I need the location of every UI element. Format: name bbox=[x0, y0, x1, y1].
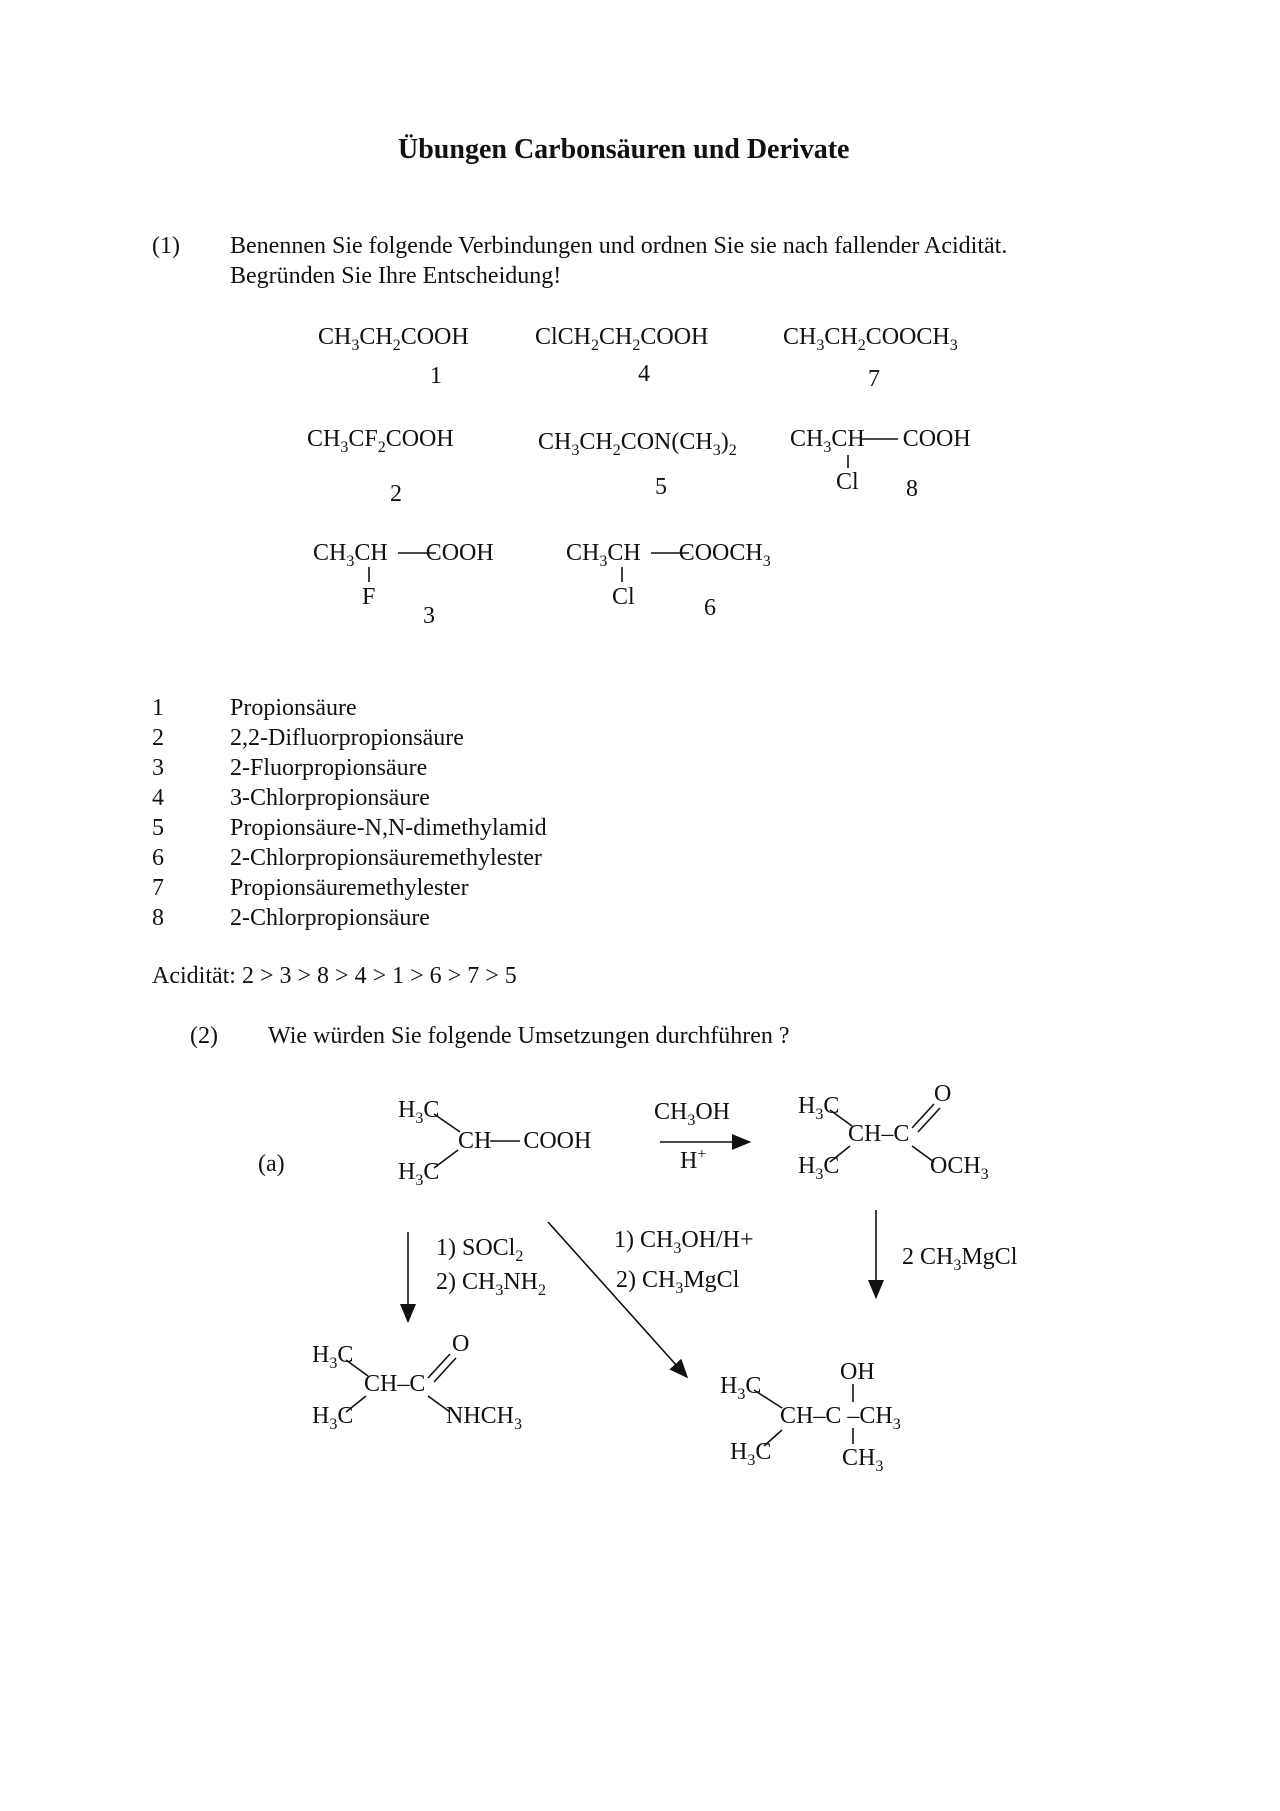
alcohol-h3c-bottom: $H_3C$ bbox=[730, 1439, 772, 1469]
reagent-2-ch3mgcl: 2 $CH_3MgCl$ bbox=[902, 1244, 1018, 1274]
compound-5-number: 5 bbox=[655, 474, 667, 500]
compound-1-number: 1 bbox=[430, 363, 442, 389]
answer-number: 2 bbox=[152, 725, 164, 751]
answer-name: 2,2-Difluorpropionsäure bbox=[230, 725, 464, 751]
compound-6-number: 6 bbox=[704, 595, 716, 621]
answer-name: Propionsäure-N,N-dimethylamid bbox=[230, 815, 547, 841]
start-ch-cooh: CH COOH bbox=[458, 1128, 592, 1154]
bond bbox=[428, 1354, 450, 1378]
ester-oxygen: O bbox=[934, 1081, 952, 1107]
alcohol-oh: OH bbox=[840, 1359, 875, 1385]
alcohol-h3c-top: $H_3C$ bbox=[720, 1373, 762, 1403]
compound-8-formula: $CH_3CH$ COOH bbox=[790, 426, 971, 456]
amide-oxygen: O bbox=[452, 1331, 470, 1357]
alcohol-ch3-bottom: $CH_3$ bbox=[842, 1445, 884, 1475]
compound-3-formula: $CH_3CH$ COOH bbox=[313, 540, 494, 570]
ester-h3c-top: $H_3C$ bbox=[798, 1093, 840, 1123]
answer-name: Propionsäuremethylester bbox=[230, 875, 469, 901]
answer-number: 6 bbox=[152, 845, 164, 871]
reagent-ch3nh2: 2) $CH_3NH_2$ bbox=[436, 1269, 547, 1299]
ester-h3c-bottom: $H_3C$ bbox=[798, 1153, 840, 1183]
ester-och3: $OCH_3$ bbox=[930, 1153, 989, 1183]
bond bbox=[434, 1358, 456, 1382]
answer-number: 1 bbox=[152, 695, 164, 721]
answer-name: 2-Fluorpropionsäure bbox=[230, 755, 428, 781]
exercise-2-part-a: (a) bbox=[258, 1151, 285, 1177]
answer-number: 8 bbox=[152, 905, 164, 931]
compound-6-formula: $CH_3CH$ $COOCH_3$ bbox=[566, 540, 771, 570]
compound-1-formula: $CH_3CH_2COOH$ bbox=[318, 324, 469, 354]
compound-8-number: 8 bbox=[906, 476, 918, 502]
exercise-1-number: (1) bbox=[152, 233, 180, 259]
start-h3c-top: $H_3C$ bbox=[398, 1097, 440, 1127]
compound-8-substituent-cl: Cl bbox=[836, 469, 859, 495]
compound-2-formula: $CH_3CF_2COOH$ bbox=[307, 426, 454, 456]
compound-4-number: 4 bbox=[638, 361, 650, 387]
answer-number: 3 bbox=[152, 755, 164, 781]
page-title: Übungen Carbonsäuren und Derivate bbox=[398, 134, 850, 165]
amide-ch-c: CH–C bbox=[364, 1371, 426, 1397]
compound-5-formula: $CH_3CH_2CON(CH_3)_2$ bbox=[538, 429, 737, 459]
reagent-ch3oh-h: 1) $CH_3OH/H+$ bbox=[614, 1227, 754, 1257]
compound-7-formula: $CH_3CH_2COOCH_3$ bbox=[783, 324, 958, 354]
compound-2-number: 2 bbox=[390, 481, 402, 507]
bond bbox=[912, 1104, 934, 1128]
answer-number: 7 bbox=[152, 875, 164, 901]
amide-nhch3: $NHCH_3$ bbox=[446, 1403, 523, 1433]
amide-h3c-top: $H_3C$ bbox=[312, 1342, 354, 1372]
answer-name: 2-Chlorpropionsäuremethylester bbox=[230, 845, 542, 871]
compound-4-formula: $ClCH_2CH_2COOH$ bbox=[535, 324, 709, 354]
answer-name: 3-Chlorpropionsäure bbox=[230, 785, 430, 811]
reagent-h-plus: H+ bbox=[680, 1146, 707, 1174]
ester-ch-c: CH–C bbox=[848, 1121, 910, 1147]
answer-number: 4 bbox=[152, 785, 164, 811]
exercise-2-number: (2) bbox=[190, 1023, 218, 1049]
reagent-ch3mgcl: 2) $CH_3MgCl$ bbox=[616, 1267, 740, 1297]
reagent-ch3oh: $CH_3OH$ bbox=[654, 1099, 731, 1129]
alcohol-ch-c-ch3: CH–C $-CH_3$ bbox=[780, 1403, 901, 1433]
compound-6-substituent-cl: Cl bbox=[612, 584, 635, 610]
answer-name: 2-Chlorpropionsäure bbox=[230, 905, 430, 931]
start-h3c-bottom: $H_3C$ bbox=[398, 1159, 440, 1189]
reagent-socl2: 1) SOCl$_2$ bbox=[436, 1235, 524, 1265]
bond bbox=[918, 1108, 940, 1132]
compound-3-number: 3 bbox=[423, 603, 435, 629]
amide-h3c-bottom: $H_3C$ bbox=[312, 1403, 354, 1433]
answer-number: 5 bbox=[152, 815, 164, 841]
compound-3-substituent-f: F bbox=[362, 584, 376, 610]
compound-7-number: 7 bbox=[868, 366, 880, 392]
answer-name: Propionsäure bbox=[230, 695, 357, 721]
exercise-1-instruction-line2: Begründen Sie Ihre Entscheidung! bbox=[230, 263, 562, 289]
acidity-order: Acidität: 2 > 3 > 8 > 4 > 1 > 6 > 7 > 5 bbox=[152, 963, 517, 989]
exercise-1-instruction-line1: Benennen Sie folgende Verbindungen und ordnen Sie sie nach fallender Acidität. bbox=[230, 233, 1008, 259]
exercise-2-question: Wie würden Sie folgende Umsetzungen durchführen ? bbox=[268, 1023, 790, 1049]
